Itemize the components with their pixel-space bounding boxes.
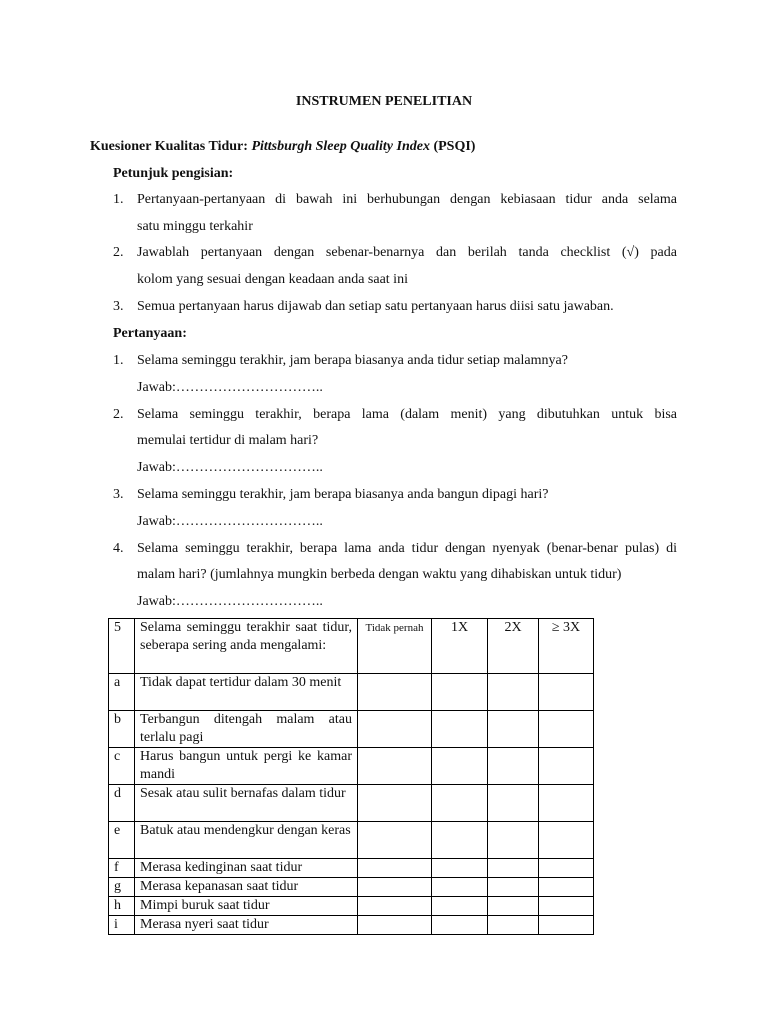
instruction-text: Jawablah pertanyaan dengan sebenar-benarnya dan berilah tanda checklist (√) pada [137, 245, 677, 260]
document-title: INSTRUMEN PENELITIAN [295, 94, 473, 109]
row-letter: e [109, 822, 135, 859]
question-text: Selama seminggu terakhir, jam berapa biasanya anda tidur setiap malamnya? [137, 353, 568, 368]
instruction-number: 2. [113, 245, 124, 260]
table-row [109, 674, 594, 711]
checkbox-cell-never[interactable] [358, 822, 432, 859]
column-header-3x-or-more: ≥ 3X [539, 619, 594, 674]
row-text: Sesak atau sulit bernafas dalam tidur [135, 785, 358, 822]
checkbox-cell-2x[interactable] [488, 859, 539, 878]
instruction-text: satu minggu terkahir [137, 219, 253, 234]
row-text: Merasa kedinginan saat tidur [135, 859, 358, 878]
column-header-2x: 2X [488, 619, 539, 674]
instruction-text: Pertanyaan-pertanyaan di bawah ini berhubungan dengan kebiasaan tidur anda selama [137, 192, 677, 207]
answer-field[interactable]: Jawab:………………………….. [137, 460, 323, 475]
table-row [109, 878, 594, 897]
checkbox-cell-never[interactable] [358, 916, 432, 935]
instruction-number: 1. [113, 192, 124, 207]
question-text-cell: Selama seminggu terakhir saat tidur, seberapa sering anda mengalami: [135, 619, 358, 674]
row-text: Mimpi buruk saat tidur [135, 897, 358, 916]
checkbox-cell-3x[interactable] [539, 785, 594, 822]
question-text: Selama seminggu terakhir, berapa lama anda tidur dengan nyenyak (benar-benar pulas) di [137, 541, 677, 556]
subtitle-prefix: Kuesioner Kualitas Tidur: [90, 139, 252, 154]
checkbox-cell-3x[interactable] [539, 674, 594, 711]
sleep-frequency-table [108, 618, 594, 935]
table-row [109, 748, 594, 785]
checkbox-cell-2x[interactable] [488, 822, 539, 859]
checkbox-cell-never[interactable] [358, 748, 432, 785]
checkbox-cell-never[interactable] [358, 859, 432, 878]
answer-field[interactable]: Jawab:………………………….. [137, 514, 323, 529]
checkbox-cell-never[interactable] [358, 674, 432, 711]
row-text: Tidak dapat tertidur dalam 30 menit [135, 674, 358, 711]
row-text: Harus bangun untuk pergi ke kamar mandi [135, 748, 358, 785]
table-row [109, 859, 594, 878]
column-header-never: Tidak pernah [358, 619, 432, 674]
question-number: 2. [113, 407, 124, 422]
question-number: 4. [113, 541, 124, 556]
checkbox-cell-3x[interactable] [539, 748, 594, 785]
checkbox-cell-1x[interactable] [432, 785, 488, 822]
checkbox-cell-2x[interactable] [488, 916, 539, 935]
row-text: Batuk atau mendengkur dengan keras [135, 822, 358, 859]
table-row [109, 822, 594, 859]
question-text: malam hari? (jumlahnya mungkin berbeda dengan waktu yang dihabiskan untuk tidur) [137, 567, 622, 582]
row-letter: f [109, 859, 135, 878]
checkbox-cell-2x[interactable] [488, 878, 539, 897]
checkbox-cell-1x[interactable] [432, 711, 488, 748]
table-row [109, 711, 594, 748]
checkbox-cell-1x[interactable] [432, 916, 488, 935]
checkbox-cell-1x[interactable] [432, 859, 488, 878]
row-text: Merasa kepanasan saat tidur [135, 878, 358, 897]
checkbox-cell-never[interactable] [358, 878, 432, 897]
instruction-number: 3. [113, 299, 124, 314]
instructions-heading: Petunjuk pengisian: [113, 166, 234, 181]
question-number: 3. [113, 487, 124, 502]
checkbox-cell-3x[interactable] [539, 878, 594, 897]
row-letter: c [109, 748, 135, 785]
checkbox-cell-1x[interactable] [432, 822, 488, 859]
row-letter: b [109, 711, 135, 748]
checkbox-cell-1x[interactable] [432, 748, 488, 785]
question-text: Selama seminggu terakhir, berapa lama (dalam menit) yang dibutuhkan untuk bisa [137, 407, 677, 422]
row-letter: d [109, 785, 135, 822]
checkbox-cell-3x[interactable] [539, 859, 594, 878]
checkbox-cell-2x[interactable] [488, 748, 539, 785]
checkbox-cell-never[interactable] [358, 785, 432, 822]
checkbox-cell-3x[interactable] [539, 822, 594, 859]
checkbox-cell-2x[interactable] [488, 674, 539, 711]
table-row [109, 916, 594, 935]
questions-heading: Pertanyaan: [113, 326, 187, 341]
column-header-1x: 1X [432, 619, 488, 674]
row-letter: h [109, 897, 135, 916]
table-row [109, 785, 594, 822]
checkbox-cell-2x[interactable] [488, 711, 539, 748]
question-number: 1. [113, 353, 124, 368]
subtitle-italic: Pittsburgh Sleep Quality Index [251, 139, 430, 154]
checkbox-cell-1x[interactable] [432, 878, 488, 897]
checkbox-cell-1x[interactable] [432, 674, 488, 711]
questionnaire-subtitle [90, 139, 475, 155]
table-header-row [109, 619, 594, 674]
answer-field[interactable]: Jawab:………………………….. [137, 380, 323, 395]
checkbox-cell-3x[interactable] [539, 711, 594, 748]
question-number-cell: 5 [109, 619, 135, 674]
row-letter: a [109, 674, 135, 711]
checkbox-cell-2x[interactable] [488, 897, 539, 916]
checkbox-cell-never[interactable] [358, 711, 432, 748]
checkbox-cell-2x[interactable] [488, 785, 539, 822]
table-row [109, 897, 594, 916]
checkbox-cell-3x[interactable] [539, 916, 594, 935]
subtitle-suffix: (PSQI) [429, 139, 476, 154]
question-text: Selama seminggu terakhir, jam berapa biasanya anda bangun dipagi hari? [137, 487, 549, 502]
checkbox-cell-1x[interactable] [432, 897, 488, 916]
row-letter: g [109, 878, 135, 897]
row-text: Merasa nyeri saat tidur [135, 916, 358, 935]
checkbox-cell-never[interactable] [358, 897, 432, 916]
instruction-text: Semua pertanyaan harus dijawab dan setiap satu pertanyaan harus diisi satu jawaban. [137, 299, 614, 314]
checkbox-cell-3x[interactable] [539, 897, 594, 916]
answer-field[interactable]: Jawab:………………………….. [137, 594, 323, 609]
row-letter: i [109, 916, 135, 935]
row-text: Terbangun ditengah malam atau terlalu pagi [135, 711, 358, 748]
instruction-text: kolom yang sesuai dengan keadaan anda saat ini [137, 272, 408, 287]
question-text: memulai tertidur di malam hari? [137, 433, 319, 448]
